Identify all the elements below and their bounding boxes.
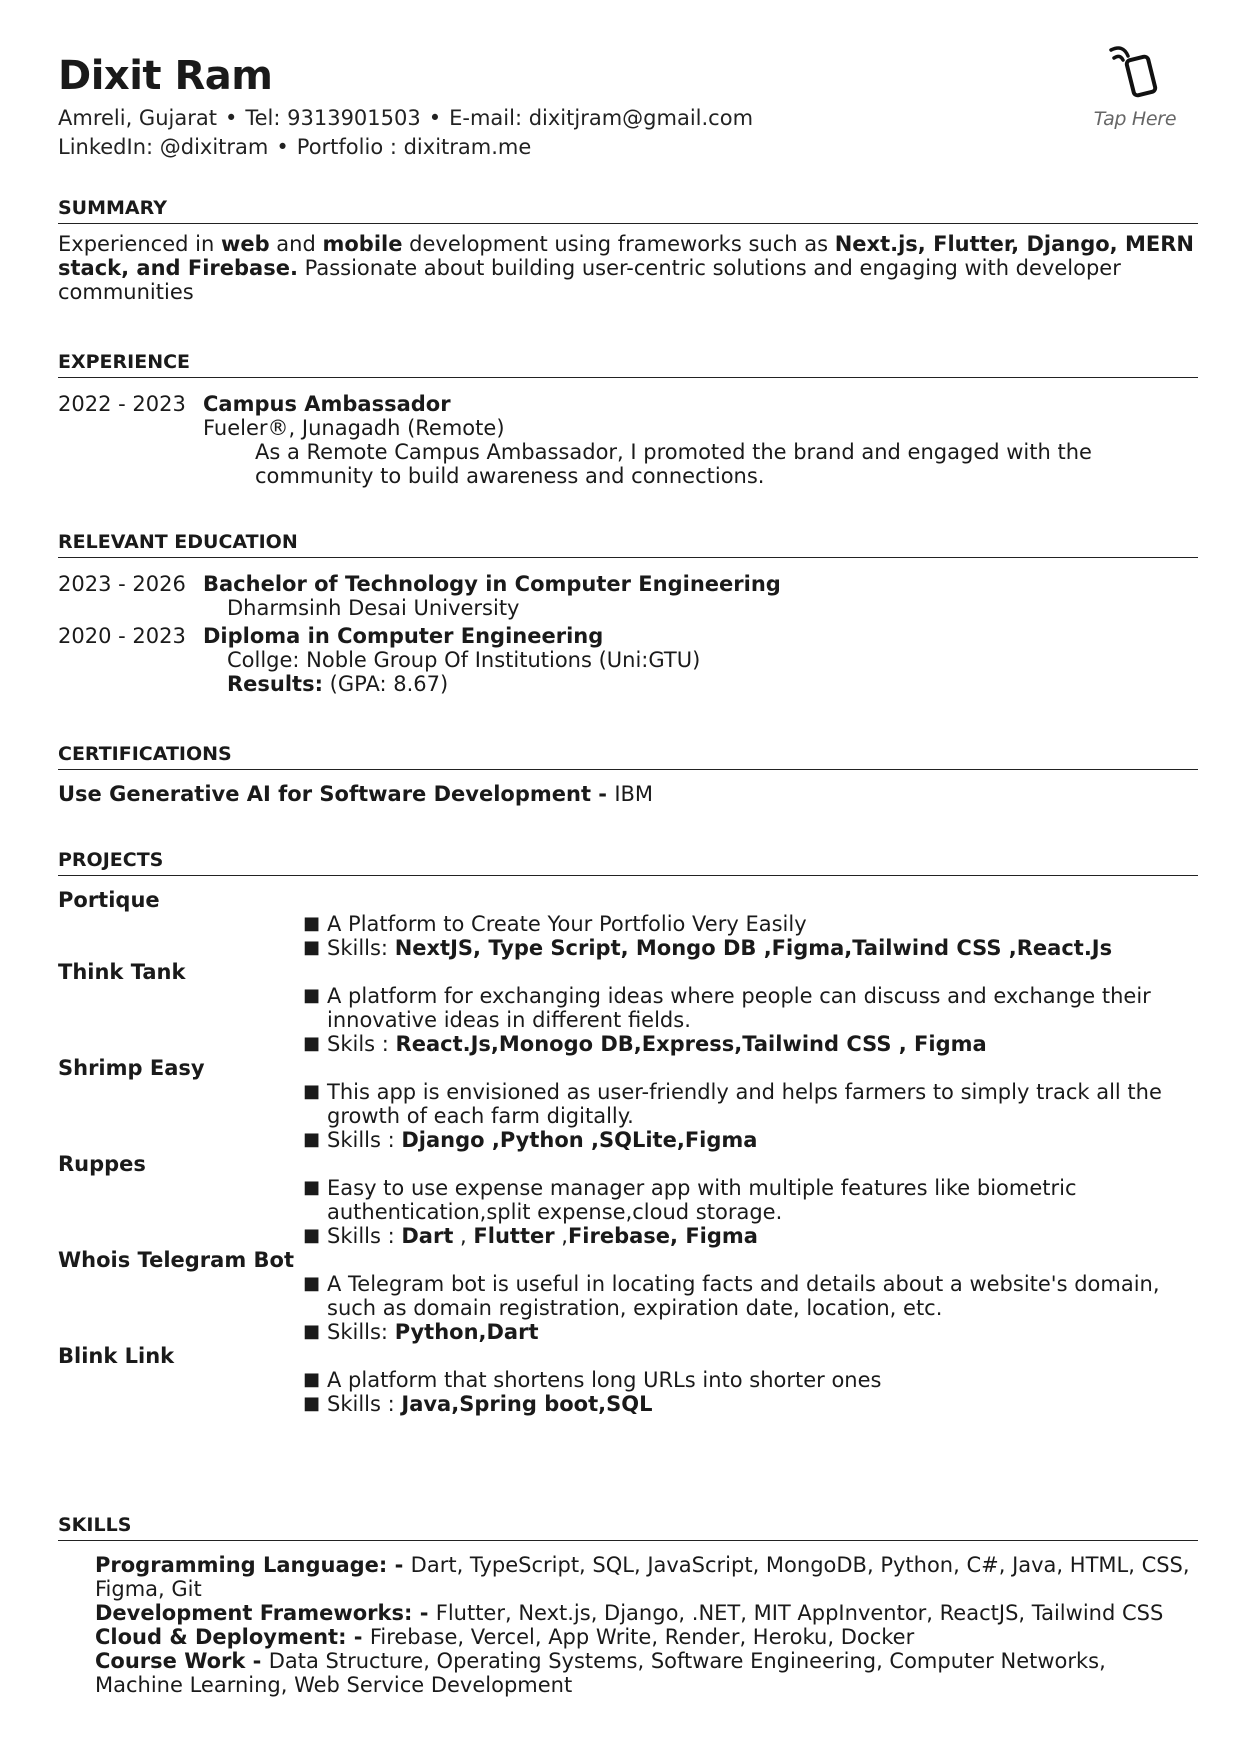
tap-here-button[interactable] bbox=[1090, 44, 1180, 130]
project-description: A platform for exchanging ideas where people can discuss and exchange their innovative ideas in different fields. bbox=[327, 984, 1151, 1032]
bullet-icon: ■ bbox=[303, 913, 321, 934]
skill-label: Programming Language: - bbox=[95, 1553, 411, 1577]
bullet-icon: ■ bbox=[303, 1369, 321, 1390]
experience-role: Campus Ambassador bbox=[203, 392, 451, 416]
project-name: Blink Link bbox=[58, 1344, 175, 1368]
education-section bbox=[58, 530, 1198, 696]
project-description: A Telegram bot is useful in locating facts and details about a website's domain, such as domain registration, expiration date, location, etc. bbox=[327, 1272, 1160, 1320]
experience-org: Fueler®, Junagadh (Remote) bbox=[203, 416, 505, 440]
project-item bbox=[58, 1056, 1198, 1152]
skill-value: Flutter, Next.js, Django, .NET, MIT AppInventor, ReactJS, Tailwind CSS bbox=[435, 1601, 1164, 1625]
project-details bbox=[58, 984, 1198, 1056]
list-item bbox=[303, 1368, 1198, 1392]
education-degree: Bachelor of Technology in Computer Engineering bbox=[203, 572, 781, 596]
skill-item bbox=[95, 1553, 1198, 1601]
project-skill: Dart bbox=[401, 1224, 454, 1248]
certification-item bbox=[58, 782, 1198, 806]
skills-section bbox=[58, 1513, 1198, 1697]
bullet-icon: ■ bbox=[303, 1129, 321, 1150]
project-item bbox=[58, 1152, 1198, 1248]
summary-part: Passionate about building user-centric solutions and engaging with developer communities bbox=[58, 256, 1121, 304]
skills-label: Skills : bbox=[327, 1392, 402, 1416]
bullet-icon: ■ bbox=[303, 1033, 321, 1054]
separator: • bbox=[224, 106, 238, 130]
summary-part: development using frameworks such as bbox=[402, 232, 835, 256]
project-item bbox=[58, 1248, 1198, 1344]
project-item bbox=[58, 1344, 1198, 1416]
project-skills: React.Js,Monogo DB,Express,Tailwind CSS , Figma bbox=[395, 1032, 987, 1056]
section-title: CERTIFICATIONS bbox=[58, 742, 1198, 770]
results-value: (GPA: 8.67) bbox=[323, 672, 449, 696]
skill-label: Course Work - bbox=[95, 1649, 269, 1673]
project-description: This app is envisioned as user-friendly and helps farmers to simply track all the growth of each farm digitally. bbox=[327, 1080, 1162, 1128]
education-item bbox=[58, 572, 1198, 620]
bullet-icon: ■ bbox=[303, 1273, 321, 1294]
certifications-section bbox=[58, 742, 1198, 806]
skill-label: Cloud & Deployment: - bbox=[95, 1625, 370, 1649]
skill-label: Development Frameworks: - bbox=[95, 1601, 436, 1625]
list-item bbox=[303, 1272, 1198, 1320]
project-skills: NextJS, Type Script, Mongo DB ,Figma,Tailwind CSS ,React.Js bbox=[394, 936, 1113, 960]
candidate-name: Dixit Ram bbox=[58, 53, 273, 99]
bullet-icon: ■ bbox=[303, 1081, 321, 1102]
skills-separator: , bbox=[453, 1224, 474, 1248]
contact-line-2 bbox=[58, 133, 1198, 162]
contact-line-1 bbox=[58, 104, 1198, 133]
skills-label: Skills: bbox=[327, 1320, 395, 1344]
list-item bbox=[303, 1128, 1198, 1152]
phone-tap-icon bbox=[1104, 44, 1166, 106]
summary-part: Experienced in bbox=[58, 232, 221, 256]
skills-label: Skills : bbox=[327, 1224, 402, 1248]
portfolio-link[interactable]: Portfolio : dixitram.me bbox=[296, 135, 532, 159]
project-description: A Platform to Create Your Portfolio Very Easily bbox=[327, 912, 807, 936]
list-item bbox=[303, 1224, 1198, 1248]
certification-issuer: IBM bbox=[614, 782, 654, 806]
summary-section bbox=[58, 196, 1198, 304]
skills-label: Skills : bbox=[327, 1128, 402, 1152]
summary-bold: mobile bbox=[322, 232, 403, 256]
education-school: Collge: Noble Group Of Institutions (Uni:GTU) bbox=[227, 648, 701, 672]
project-details bbox=[58, 1368, 1198, 1416]
experience-description: As a Remote Campus Ambassador, I promoted the brand and engaged with the community to build awareness and connections. bbox=[255, 440, 1092, 488]
experience-section bbox=[58, 350, 1198, 488]
experience-years: 2022 - 2023 bbox=[58, 392, 186, 416]
project-skills: Python,Dart bbox=[394, 1320, 539, 1344]
project-item bbox=[58, 960, 1198, 1056]
education-school: Dharmsinh Desai University bbox=[227, 596, 520, 620]
project-name: Whois Telegram Bot bbox=[58, 1248, 294, 1272]
section-title: SKILLS bbox=[58, 1513, 1198, 1541]
skill-item bbox=[95, 1625, 1198, 1649]
section-title: PROJECTS bbox=[58, 848, 1198, 876]
skill-item bbox=[95, 1601, 1198, 1625]
skills-list bbox=[58, 1553, 1198, 1697]
projects-section bbox=[58, 848, 1198, 1416]
skill-item bbox=[95, 1649, 1198, 1697]
bullet-icon: ■ bbox=[303, 1177, 321, 1198]
list-item bbox=[303, 912, 1198, 936]
education-item bbox=[58, 624, 1198, 696]
education-degree: Diploma in Computer Engineering bbox=[203, 624, 604, 648]
bullet-icon: ■ bbox=[303, 1393, 321, 1414]
bullet-icon: ■ bbox=[303, 1321, 321, 1342]
skills-label: Skils : bbox=[327, 1032, 396, 1056]
project-skill: Flutter bbox=[473, 1224, 555, 1248]
linkedin-link[interactable]: LinkedIn: @dixitram bbox=[58, 135, 269, 159]
experience-item bbox=[58, 392, 1198, 488]
project-name: Think Tank bbox=[58, 960, 186, 984]
list-item bbox=[303, 936, 1198, 960]
skills-separator: , bbox=[554, 1224, 568, 1248]
results-label: Results: bbox=[227, 672, 323, 696]
section-title: RELEVANT EDUCATION bbox=[58, 530, 1198, 558]
list-item bbox=[303, 1320, 1198, 1344]
skills-label: Skills: bbox=[327, 936, 395, 960]
certification-name: Use Generative AI for Software Development - bbox=[58, 782, 615, 806]
project-skills: Java,Spring boot,SQL bbox=[401, 1392, 653, 1416]
bullet-icon: ■ bbox=[303, 937, 321, 958]
bullet-icon: ■ bbox=[303, 1225, 321, 1246]
separator: • bbox=[428, 106, 442, 130]
location: Amreli, Gujarat bbox=[58, 106, 217, 130]
section-title: EXPERIENCE bbox=[58, 350, 1198, 378]
project-details bbox=[58, 1176, 1198, 1248]
list-item bbox=[303, 1176, 1198, 1224]
skill-value: Firebase, Vercel, App Write, Render, Heroku, Docker bbox=[369, 1625, 915, 1649]
list-item bbox=[303, 1032, 1198, 1056]
project-name: Ruppes bbox=[58, 1152, 146, 1176]
project-description: Easy to use expense manager app with multiple features like biometric authentication,split expense,cloud storage. bbox=[327, 1176, 1077, 1224]
bullet-icon: ■ bbox=[303, 985, 321, 1006]
education-years: 2023 - 2026 bbox=[58, 572, 186, 596]
education-results bbox=[203, 672, 1198, 696]
section-title: SUMMARY bbox=[58, 196, 1198, 224]
list-item bbox=[303, 984, 1198, 1032]
summary-bold: Next.js, Flutter, Django, MERN stack, and Firebase. bbox=[58, 232, 1194, 280]
project-details bbox=[58, 1272, 1198, 1344]
project-name: Shrimp Easy bbox=[58, 1056, 205, 1080]
phone[interactable]: Tel: 9313901503 bbox=[245, 106, 421, 130]
list-item bbox=[303, 1392, 1198, 1416]
email[interactable]: E-mail: dixitjram@gmail.com bbox=[449, 106, 754, 130]
project-name: Portique bbox=[58, 888, 160, 912]
education-years: 2020 - 2023 bbox=[58, 624, 186, 648]
list-item bbox=[303, 1080, 1198, 1128]
project-skills: Django ,Python ,SQLite,Figma bbox=[401, 1128, 758, 1152]
project-details bbox=[58, 1080, 1198, 1152]
project-details bbox=[58, 912, 1198, 960]
project-description: A platform that shortens long URLs into shorter ones bbox=[327, 1368, 882, 1392]
resume-header bbox=[58, 48, 1198, 162]
skill-value: Dart, TypeScript, SQL, JavaScript, MongoDB, Python, C#, Java, HTML, CSS, Figma, Git bbox=[95, 1553, 1190, 1601]
tap-here-label: Tap Here bbox=[1093, 108, 1177, 130]
project-item bbox=[58, 888, 1198, 960]
separator: • bbox=[276, 135, 289, 159]
skill-value: Data Structure, Operating Systems, Software Engineering, Computer Networks, Machine Learning, Web Service Development bbox=[95, 1649, 1106, 1697]
project-skill: Firebase, Figma bbox=[567, 1224, 758, 1248]
summary-text bbox=[58, 232, 1198, 304]
summary-bold: web bbox=[220, 232, 270, 256]
summary-part: and bbox=[269, 232, 323, 256]
